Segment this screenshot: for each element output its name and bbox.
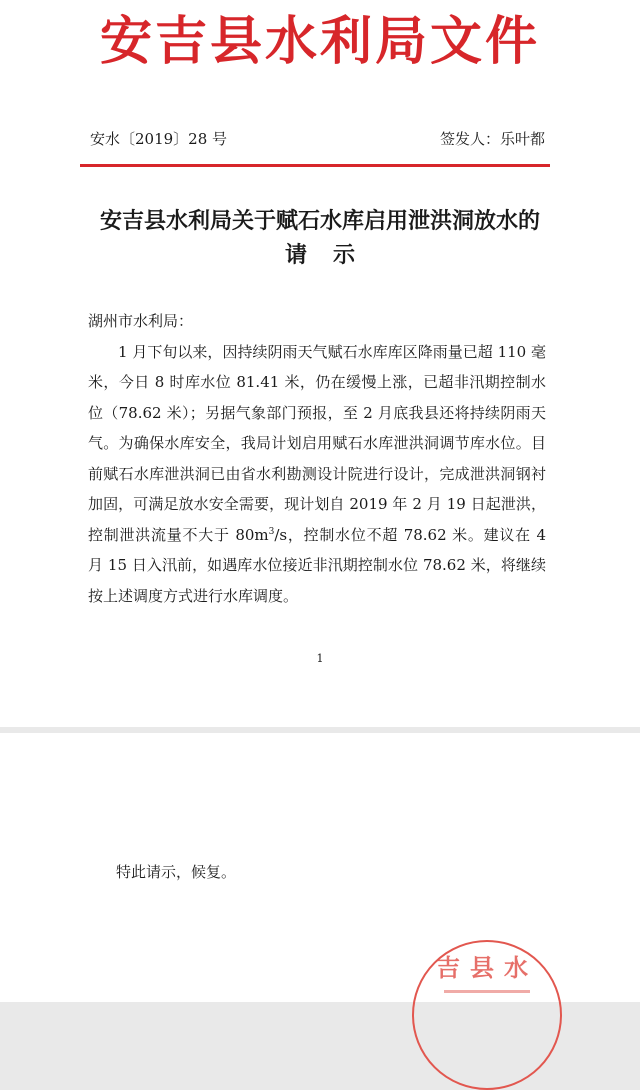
seal-inner-mark	[444, 990, 530, 993]
body-paragraph	[88, 337, 546, 612]
document-body	[88, 306, 546, 611]
document-meta	[90, 128, 545, 150]
closing-text: 特此请示，候复。	[116, 863, 237, 881]
header-divider	[80, 164, 550, 167]
document-title-line1: 安吉县水利局关于赋石水库启用泄洪洞放水的	[99, 208, 540, 234]
document-header-title: 安吉县水利局文件	[99, 11, 540, 72]
seal-text: 吉县水	[436, 953, 538, 982]
body-text-part2: /s，控制水位不超 78.62 米。建议在 4 月 15 日入汛前，如遇库水位接近非汛期控制水位 78.62 米，将继续按上述调度方式进行水库调度。	[88, 525, 546, 605]
body-text-part1: 1 月下旬以来，因持续阴雨天气赋石水库库区降雨量已超 110 毫米，今日 8 时库水位 81.41 米，仍在缓慢上涨，已超非汛期控制水位（78.62 米）；另据气象部门预报，至 2 月底我县还将持续阴雨天气。为确保水库安全，我局计划启用赋石水库泄洪洞调节库水位。目前赋石水库泄洪洞已由省水利勘测设计院进行设计，完成泄洪洞钢衬加固，可满足放水安全需要，现计划自 2019 年 2 月 19 日起泄洪，控制泄洪流量不大于 80m	[88, 342, 546, 544]
document-title-line2: 请示	[284, 242, 381, 268]
official-seal	[412, 940, 562, 1090]
document-number: 安水〔2019〕28 号	[90, 130, 228, 148]
document-signer: 签发人：乐叶都	[439, 130, 545, 148]
page-number: 1	[316, 652, 324, 665]
body-superscript: 3	[268, 526, 275, 537]
document-title	[40, 204, 600, 272]
document-page-2	[0, 733, 640, 1002]
recipient: 湖州市水利局：	[88, 312, 194, 330]
